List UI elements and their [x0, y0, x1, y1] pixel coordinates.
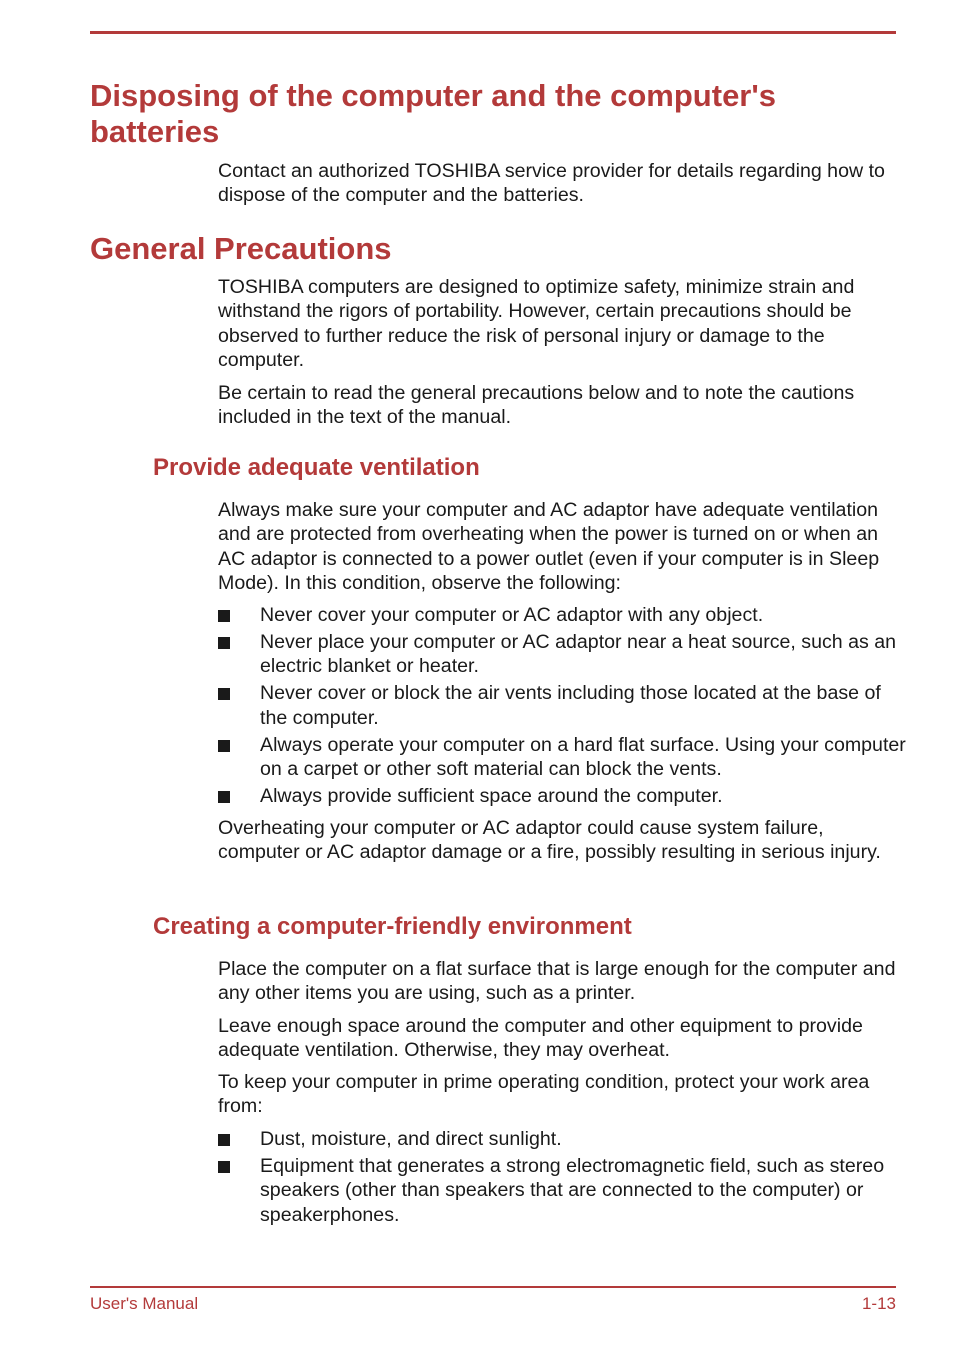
list-item-text: Never place your computer or AC adaptor near a heat source, such as an electric blanket or heater. [260, 631, 897, 678]
section-title-disposing [90, 78, 776, 150]
page-footer [90, 1294, 896, 1314]
list-item [218, 1154, 908, 1227]
bullet-square-icon [218, 637, 230, 649]
list-item-text: Dust, moisture, and direct sunlight. [260, 1128, 562, 1150]
list-item [218, 630, 908, 679]
bullet-square-icon [218, 688, 230, 700]
section-title-line1: Disposing of the computer and the computer's [90, 78, 776, 113]
list-item-text: Always operate your computer on a hard flat surface. Using your computer on a carpet or other soft material can block the vents. [260, 733, 906, 781]
list-item-text: Equipment that generates a strong electromagnetic field, such as stereo speakers (other than speakers that are connected to the computer) or speakerphones. [260, 1155, 885, 1226]
page-number: 1-13 [861, 1294, 896, 1313]
subsection-title-environment: Creating a computer-friendly environment [153, 913, 632, 940]
environment-bullet-list [218, 1127, 908, 1230]
bullet-square-icon [218, 791, 230, 803]
ventilation-outro: Overheating your computer or AC adaptor could cause system failure, computer or AC adaptor damage or a fire, possibly resulting in serious injury. [218, 817, 881, 864]
bullet-square-icon [218, 1134, 230, 1146]
footer-rule [90, 1286, 896, 1288]
subsection-title-ventilation: Provide adequate ventilation [153, 454, 480, 481]
environment-paragraph-1: Place the computer on a flat surface that is large enough for the computer and any other items you are using, such as a printer. [218, 958, 896, 1005]
section-title-general-precautions: General Precautions [90, 231, 392, 266]
environment-paragraph-2: Leave enough space around the computer and other equipment to provide adequate ventilation. Otherwise, they may overheat. [218, 1015, 863, 1062]
list-item [218, 733, 908, 782]
list-item [218, 1127, 908, 1151]
header-rule [90, 31, 896, 34]
list-item [218, 681, 908, 730]
bullet-square-icon [218, 610, 230, 622]
list-item-text: Always provide sufficient space around the computer. [260, 785, 723, 808]
general-paragraph-1: TOSHIBA computers are designed to optimize safety, minimize strain and withstand the rigors of portability. However, certain precautions should be observed to further reduce the risk of personal injury or damage to the computer. [218, 276, 855, 372]
general-paragraph-2: Be certain to read the general precautions below and to note the cautions included in the text of the manual. [218, 382, 855, 429]
list-item-text: Never cover your computer or AC adaptor with any object. [260, 604, 764, 626]
bullet-square-icon [218, 1161, 230, 1173]
disposing-paragraph: Contact an authorized TOSHIBA service provider for details regarding how to dispose of the computer and the batteries. [218, 160, 885, 207]
section-title-line2: batteries [90, 114, 220, 149]
ventilation-bullet-list [218, 603, 908, 811]
list-item-text: Never cover or block the air vents including those located at the base of the computer. [260, 682, 881, 729]
footer-manual-title: User's Manual [90, 1294, 199, 1313]
ventilation-intro: Always make sure your computer and AC adaptor have adequate ventilation and are protected from overheating when the power is turned on or when an AC adaptor is connected to a power outlet (even if your computer is in Sleep Mode). In this condition, observe the following: [218, 499, 880, 595]
environment-paragraph-3: To keep your computer in prime operating condition, protect your work area from: [218, 1071, 870, 1118]
list-item [218, 603, 908, 627]
list-item [218, 784, 908, 808]
bullet-square-icon [218, 740, 230, 752]
